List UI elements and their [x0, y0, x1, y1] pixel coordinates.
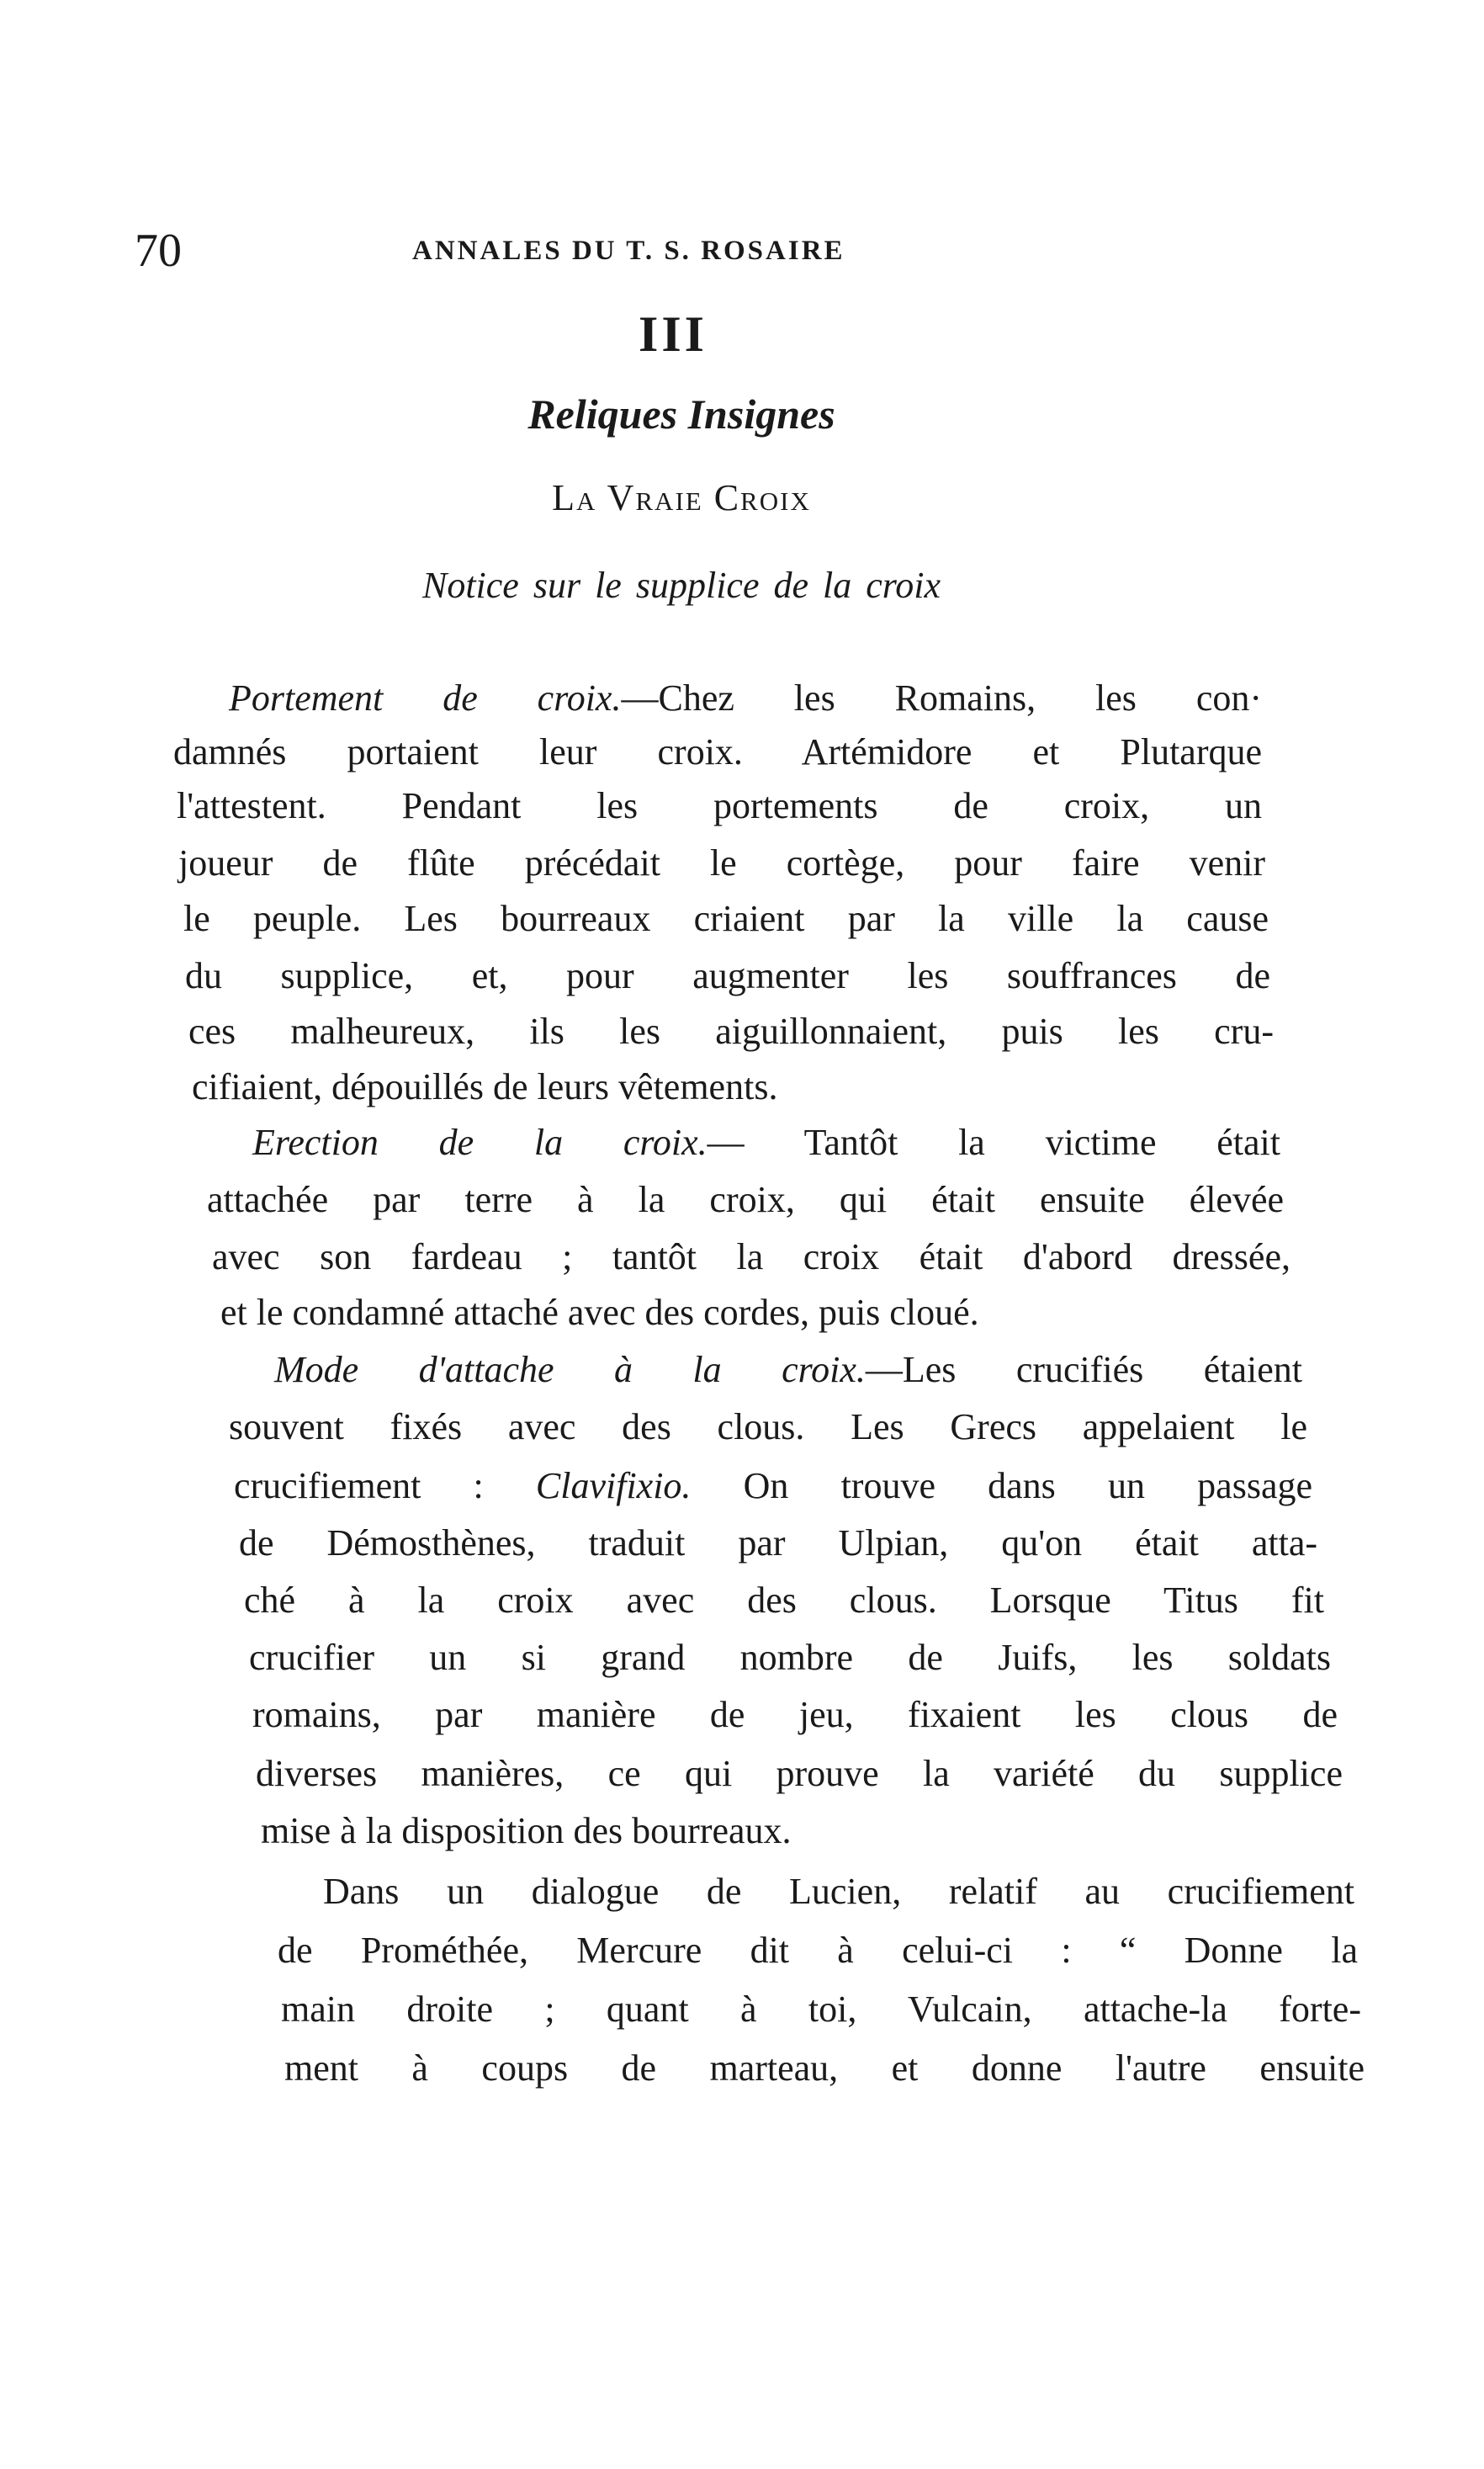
running-head — [135, 226, 976, 276]
text-line: ché à la croix avec des clous. Lorsque Titus fit — [244, 1580, 1324, 1621]
section-title: Reliques Insignes — [527, 390, 835, 438]
text-line — [234, 1463, 1312, 1510]
text-line: ces malheureux, ils les aiguillonnaient, puis les cru- — [188, 1011, 1274, 1052]
text-line: crucifier un si grand nombre de Juifs, les soldats — [249, 1637, 1331, 1678]
text-line: avec son fardeau ; tantôt la croix était d'abord dressée, — [212, 1236, 1291, 1277]
text-line: du supplice, et, pour augmenter les souffrances de — [185, 955, 1270, 996]
text-line: mise à la disposition des bourreaux. — [261, 1810, 792, 1851]
text-line: joueur de flûte précédait le cortège, pour faire venir — [178, 842, 1265, 884]
text-line: l'attestent. Pendant les portements de croix, un — [177, 785, 1262, 826]
text-line: le peuple. Les bourreaux criaient par la ville la cause — [183, 898, 1269, 939]
text-line — [274, 1346, 1302, 1394]
section-subtitle: La Vraie Croix — [552, 477, 811, 518]
text-line: Dans un dialogue de Lucien, relatif au crucifiement — [323, 1871, 1354, 1912]
paragraph-heading: Erection de la croix. — [252, 1122, 708, 1163]
text-line: et le condamné attaché avec des cordes, puis cloué. — [220, 1292, 979, 1333]
text-span: —Chez les Romains, les con· — [621, 677, 1262, 719]
latin-term: Clavifixio. — [535, 1465, 692, 1506]
paragraph-heading: Portement de croix. — [229, 677, 622, 719]
text-line: main droite ; quant à toi, Vulcain, attache-la forte- — [281, 1988, 1361, 2030]
page-number: 70 — [135, 225, 182, 277]
text-span: — Tantôt la victime était — [707, 1122, 1281, 1163]
text-span: On trouve dans un passage — [691, 1465, 1312, 1506]
section-number: III — [638, 306, 708, 362]
text-line: souvent fixés avec des clous. Les Grecs appelaient le — [229, 1406, 1307, 1447]
text-line: cifiaient, dépouillés de leurs vêtements. — [192, 1066, 778, 1107]
text-line: ment à coups de marteau, et donne l'autre ensuite — [284, 2047, 1365, 2089]
notice-heading: Notice sur le supplice de la croix — [421, 565, 941, 606]
text-line: diverses manières, ce qui prouve la variété du supplice — [256, 1753, 1343, 1794]
text-line: de Prométhée, Mercure dit à celui-ci : “ Donne la — [278, 1930, 1358, 1971]
text-line: romains, par manière de jeu, fixaient les clous de — [252, 1694, 1338, 1735]
text-span: —Les crucifiés étaient — [865, 1349, 1302, 1390]
text-line: de Démosthènes, traduit par Ulpian, qu'on était atta- — [239, 1522, 1317, 1564]
text-line: attachée par terre à la croix, qui était ensuite élevée — [207, 1179, 1284, 1220]
text-line — [229, 675, 1262, 722]
text-line — [252, 1119, 1280, 1166]
running-title: ANNALES DU T. S. ROSAIRE — [412, 236, 845, 266]
text-line: damnés portaient leur croix. Artémidore et Plutarque — [173, 731, 1262, 773]
paragraph-heading: Mode d'attache à la croix. — [274, 1349, 866, 1390]
text-span: crucifiement : — [234, 1465, 536, 1506]
